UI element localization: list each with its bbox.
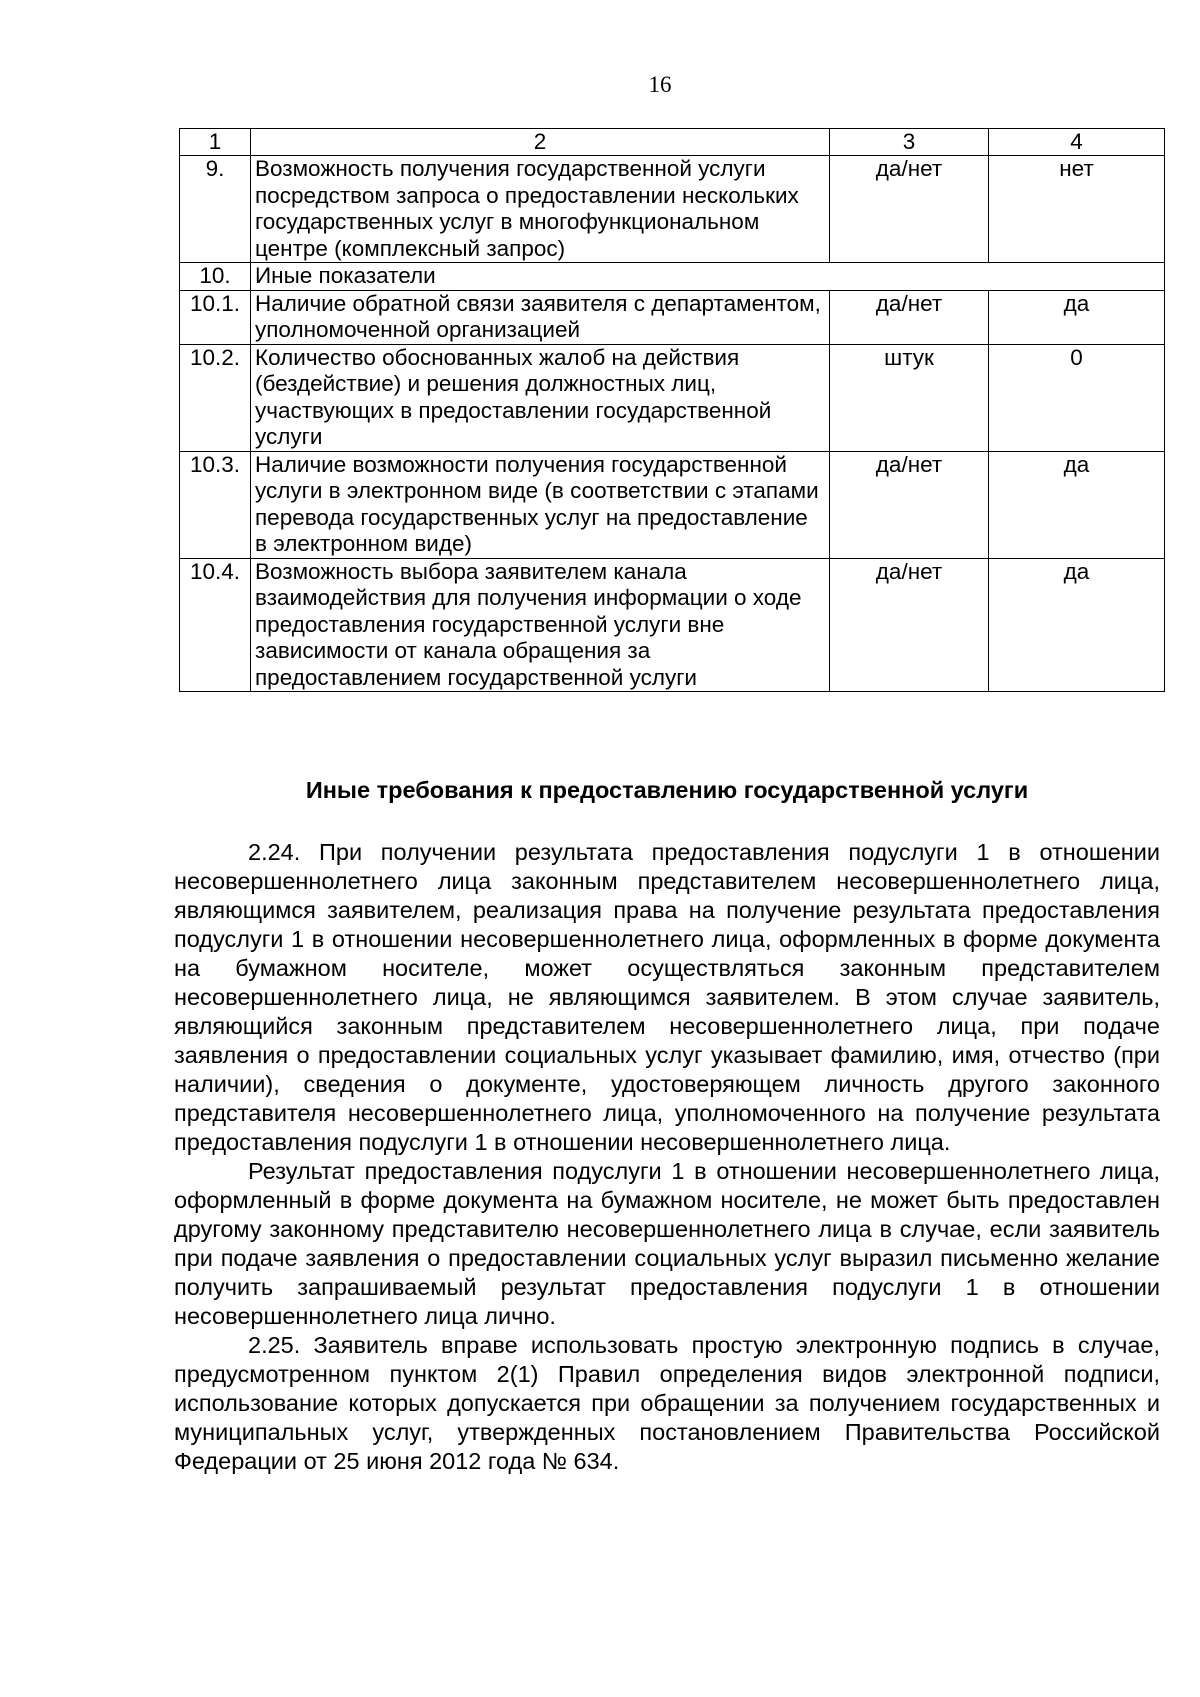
row-unit: да/нет <box>830 156 989 263</box>
row-unit: штук <box>830 344 989 451</box>
row-value: да <box>989 290 1165 344</box>
paragraph-2-25: 2.25. Заявитель вправе использовать простую электронную подпись в случае, предусмотренном пунктом 2(1) Правил определения видов электронной подписи, использование которых допускается при обращении за получением государственных и муниципальных услуг, утвержденных постановлением Правительства Российской Федерации от 25 июня 2012 года № 634. <box>174 1332 1160 1474</box>
table-header-cell: 4 <box>989 129 1165 156</box>
row-indicator: Иные показатели <box>251 263 1165 291</box>
page-number: 16 <box>648 72 672 97</box>
row-indicator: Возможность выбора заявителем канала взаимодействия для получения информации о ходе предоставления государственной услуги вне зависимости от канала обращения за предоставлением государственной услуги <box>251 558 830 692</box>
row-unit: да/нет <box>830 451 989 558</box>
row-number: 10.1. <box>180 290 251 344</box>
row-indicator: Наличие обратной связи заявителя с департаментом, уполномоченной организацией <box>251 290 830 344</box>
table-row <box>180 263 1165 291</box>
row-value: да <box>989 451 1165 558</box>
table-row <box>180 558 1165 692</box>
table-row <box>180 156 1165 263</box>
indicators-table <box>179 128 1165 692</box>
row-value: да <box>989 558 1165 692</box>
row-unit: да/нет <box>830 558 989 692</box>
row-value: 0 <box>989 344 1165 451</box>
table-header-row <box>180 129 1165 156</box>
paragraph-result: Результат предоставления подуслуги 1 в отношении несовершеннолетнего лица, оформленный в форме документа на бумажном носителе, не может быть предоставлен другому законному представителю несовершеннолетнего лица в случае, если заявитель при подаче заявления о предоставлении социальных услуг выразил письменно желание получить запрашиваемый результат предоставления подуслуги 1 в отношении несовершеннолетнего лица лично. <box>174 1158 1160 1329</box>
row-indicator: Количество обоснованных жалоб на действия (бездействие) и решения должностных лиц, участвующих в предоставлении государственной услуги <box>251 344 830 451</box>
row-number: 10.3. <box>180 451 251 558</box>
table-header-cell: 2 <box>251 129 830 156</box>
table-header-cell: 3 <box>830 129 989 156</box>
row-number: 9. <box>180 156 251 263</box>
table-header-cell: 1 <box>180 129 251 156</box>
row-indicator: Возможность получения государственной услуги посредством запроса о предоставлении нескольких государственных услуг в многофункциональном центре (комплексный запрос) <box>251 156 830 263</box>
paragraph-2-24: 2.24. При получении результата предоставления подуслуги 1 в отношении несовершеннолетнего лица законным представителем несовершеннолетнего лица, являющимся заявителем, реализация права на получение результата предоставления подуслуги 1 в отношении несовершеннолетнего лица, оформленных в форме документа на бумажном носителе, может осуществляться законным представителем несовершеннолетнего лица, не являющимся заявителем. В этом случае заявитель, являющийся законным представителем несовершеннолетнего лица, при подаче заявления о предоставлении социальных услуг указывает фамилию, имя, отчество (при наличии), сведения о документе, удостоверяющем личность другого законного представителя несовершеннолетнего лица, уполномоченного на получение результата предоставления подуслуги 1 в отношении несовершеннолетнего лица. <box>174 839 1160 1155</box>
row-number: 10.2. <box>180 344 251 451</box>
body-text <box>174 838 1160 1476</box>
table-row <box>180 344 1165 451</box>
row-number: 10. <box>180 263 251 291</box>
table-row <box>180 290 1165 344</box>
table-row <box>180 451 1165 558</box>
row-number: 10.4. <box>180 558 251 692</box>
section-heading: Иные требования к предоставлению государственной услуги <box>305 777 1029 803</box>
row-indicator: Наличие возможности получения государственной услуги в электронном виде (в соответствии с этапами перевода государственных услуг на предоставление в электронном виде) <box>251 451 830 558</box>
row-unit: да/нет <box>830 290 989 344</box>
row-value: нет <box>989 156 1165 263</box>
